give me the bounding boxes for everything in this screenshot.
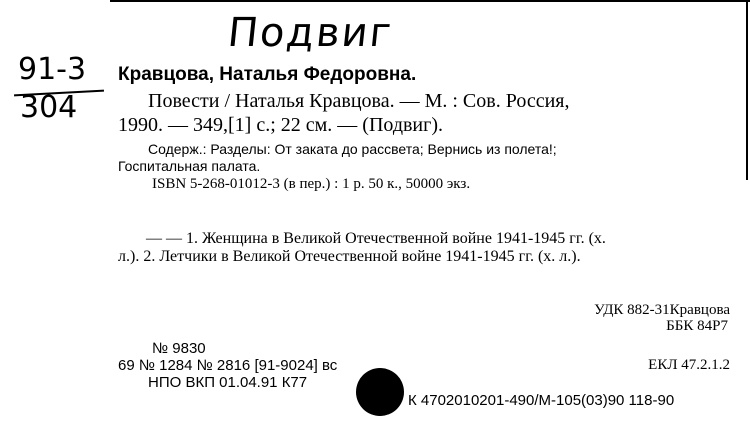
contents-note-cont: Госпитальная палата. [118, 158, 261, 174]
punch-hole [356, 368, 404, 416]
ekl-code: ЕКЛ 47.2.1.2 [648, 357, 730, 373]
bbk-code: ББК 84Р7 [666, 318, 728, 334]
author-heading: Кравцова, Наталья Федоровна. [118, 64, 417, 85]
card-top-edge [110, 0, 750, 2]
udk-code: УДК 882-31Кравцова [594, 302, 730, 318]
title-statement: Повести / Наталья Кравцова. — М. : Сов. Россия, [148, 90, 570, 112]
contents-note: Содерж.: Разделы: От заката до рассвета; Вернись из полета!; [148, 141, 557, 157]
classification-code: К 4702010201-490/М-105(03)90 118-90 [408, 392, 675, 409]
card-right-edge [746, 0, 748, 180]
publication-details: 1990. — 349,[1] с.; 22 см. — (Подвиг). [118, 114, 443, 136]
subject-headings: — — 1. Женщина в Великой Отечественной войне 1941-1945 гг. (х. [146, 230, 606, 247]
handwritten-series: Подвиг [225, 10, 396, 56]
isbn-line: ISBN 5-268-01012-3 (в пер.) : 1 р. 50 к., 50000 экз. [152, 176, 471, 192]
card-number: № 9830 [152, 340, 206, 357]
call-number-bottom: 304 [20, 90, 78, 125]
printer-line: НПО ВКП 01.04.91 К77 [148, 374, 308, 391]
order-line: 69 № 1284 № 2816 [91-9024] вс [118, 357, 338, 374]
subject-headings-cont: л.). 2. Летчики в Великой Отечественной войне 1941-1945 гг. (х. л.). [118, 248, 581, 265]
call-number-top: 91-3 [18, 52, 87, 87]
